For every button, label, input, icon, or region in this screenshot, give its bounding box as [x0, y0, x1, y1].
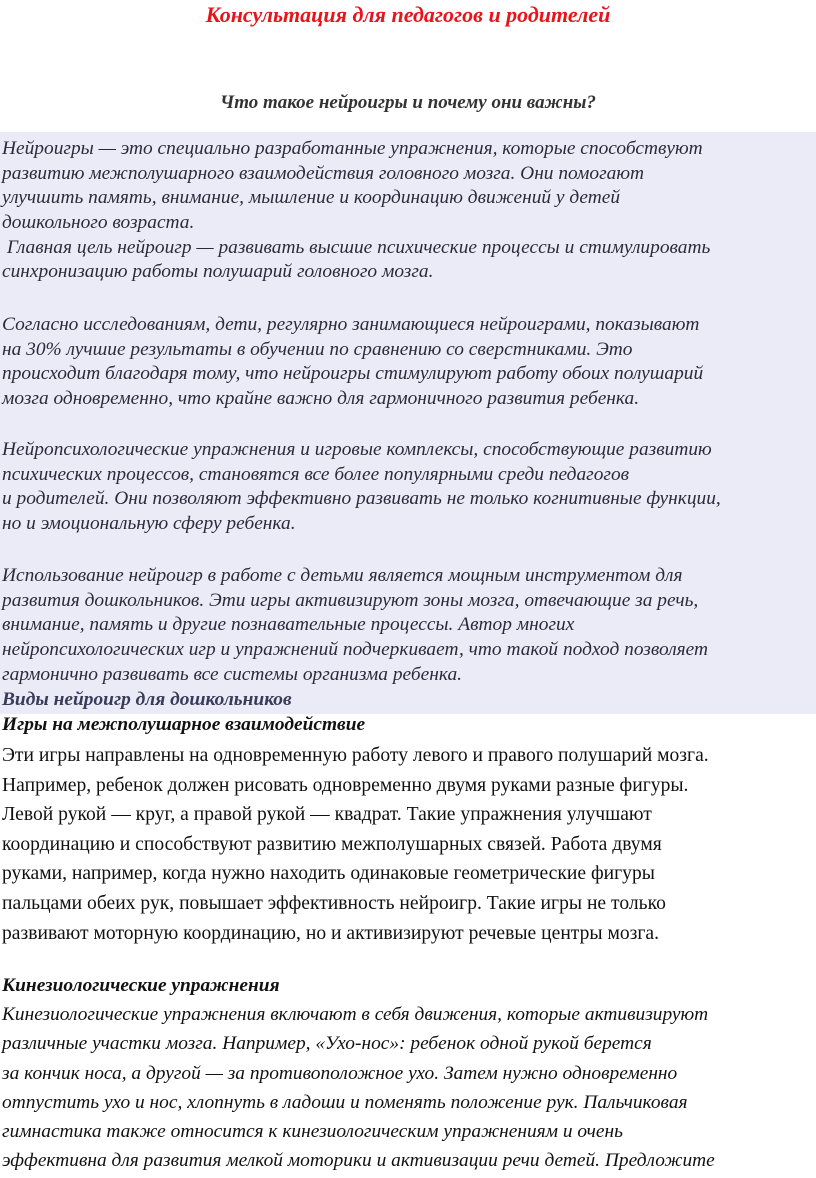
text-line: но и эмоциональную сферу ребенка.	[2, 513, 296, 535]
text-line: за кончик носа, а другой — за противоположное ухо. Затем нужно одновременно	[2, 1062, 678, 1084]
text-line: происходит благодаря тому, что нейроигры стимулируют работу обоих полушарий	[2, 363, 704, 385]
text-line: отпустить ухо и нос, хлопнуть в ладоши и поменять положение рук. Пальчиковая	[2, 1091, 688, 1113]
types-heading: Виды нейроигр для дошкольников	[2, 689, 292, 710]
section-body-kinesiology	[2, 1000, 816, 1176]
section-body-interhemispheric	[2, 741, 816, 948]
intro-paragraph-1	[2, 137, 816, 285]
text-line: пальцами обеих рук, повышает эффективность нейроигр. Такие игры не только	[2, 892, 666, 914]
text-line: Например, ребенок должен рисовать одновременно двумя руками разные фигуры.	[2, 774, 689, 796]
text-line: гармонично развивать все системы организма ребенка.	[2, 663, 462, 685]
text-line: развитию межполушарного взаимодействия головного мозга. Они помогают	[2, 162, 645, 184]
text-line: внимание, память и другие познавательные процессы. Автор многих	[2, 614, 575, 636]
text-line: Использование нейроигр в работе с детьми является мощным инструментом для	[2, 565, 683, 586]
text-line: Эти игры направлены на одновременную работу левого и правого полушарий мозга.	[2, 745, 709, 766]
text-line: дошкольного возраста.	[2, 212, 195, 234]
text-line: Согласно исследованиям, дети, регулярно занимающиеся нейроиграми, показывают	[2, 314, 700, 335]
section-heading-kinesiology: Кинезиологические упражнения	[2, 975, 280, 996]
text-line: гимнастика также относится к кинезиологическим упражнениям и очень	[2, 1121, 623, 1143]
text-line: на 30% лучшие результаты в обучении по сравнению со сверстниками. Это	[2, 338, 633, 360]
text-line: координацию и способствуют развитию межполушарных связей. Работа двумя	[2, 833, 662, 855]
text-line: Нейроигры — это специально разработанные упражнения, которые способствуют	[2, 138, 703, 159]
text-line: эффективна для развития мелкой моторики и активизации речи детей. Предложите	[2, 1150, 715, 1172]
document-subtitle: Что такое нейроигры и почему они важны?	[220, 92, 596, 113]
intro-paragraph-2	[2, 313, 816, 412]
document-title: Консультация для педагогов и родителей	[205, 2, 611, 27]
intro-paragraph-4	[2, 564, 816, 687]
text-line: Нейропсихологические упражнения и игровые комплексы, способствующие развитию	[2, 439, 712, 460]
text-line: психических процессов, становятся все более популярными среди педагогов	[2, 463, 630, 485]
text-line: синхронизацию работы полушарий головного мозга.	[2, 261, 434, 283]
text-line: мозга одновременно, что крайне важно для гармоничного развития ребенка.	[2, 388, 640, 410]
text-line: и родителей. Они позволяют эффективно развивать не только когнитивные функции,	[2, 488, 721, 510]
text-line: развивают моторную координацию, но и активизируют речевые центры мозга.	[2, 922, 660, 944]
text-line: руками, например, когда нужно находить одинаковые геометрические фигуры	[2, 863, 655, 885]
text-line: нейропсихологических игр и упражнений подчеркивает, что такой подход позволяет	[2, 639, 709, 661]
text-line: Главная цель нейроигр — развивать высшие психические процессы и стимулировать	[2, 236, 711, 258]
text-line: различные участки мозга. Например, «Ухо-нос»: ребенок одной рукой берется	[2, 1033, 652, 1055]
text-line: Кинезиологические упражнения включают в себя движения, которые активизируют	[2, 1004, 709, 1025]
text-line: развития дошкольников. Эти игры активизируют зоны мозга, отвечающие за речь,	[2, 589, 699, 611]
text-line: улучшить память, внимание, мышление и координацию движений у детей	[2, 187, 621, 209]
section-heading-interhemispheric: Игры на межполушарное взаимодействие	[2, 714, 366, 735]
text-line: Левой рукой — круг, а правой рукой — квадрат. Такие упражнения улучшают	[2, 804, 652, 826]
intro-paragraph-3	[2, 438, 816, 537]
